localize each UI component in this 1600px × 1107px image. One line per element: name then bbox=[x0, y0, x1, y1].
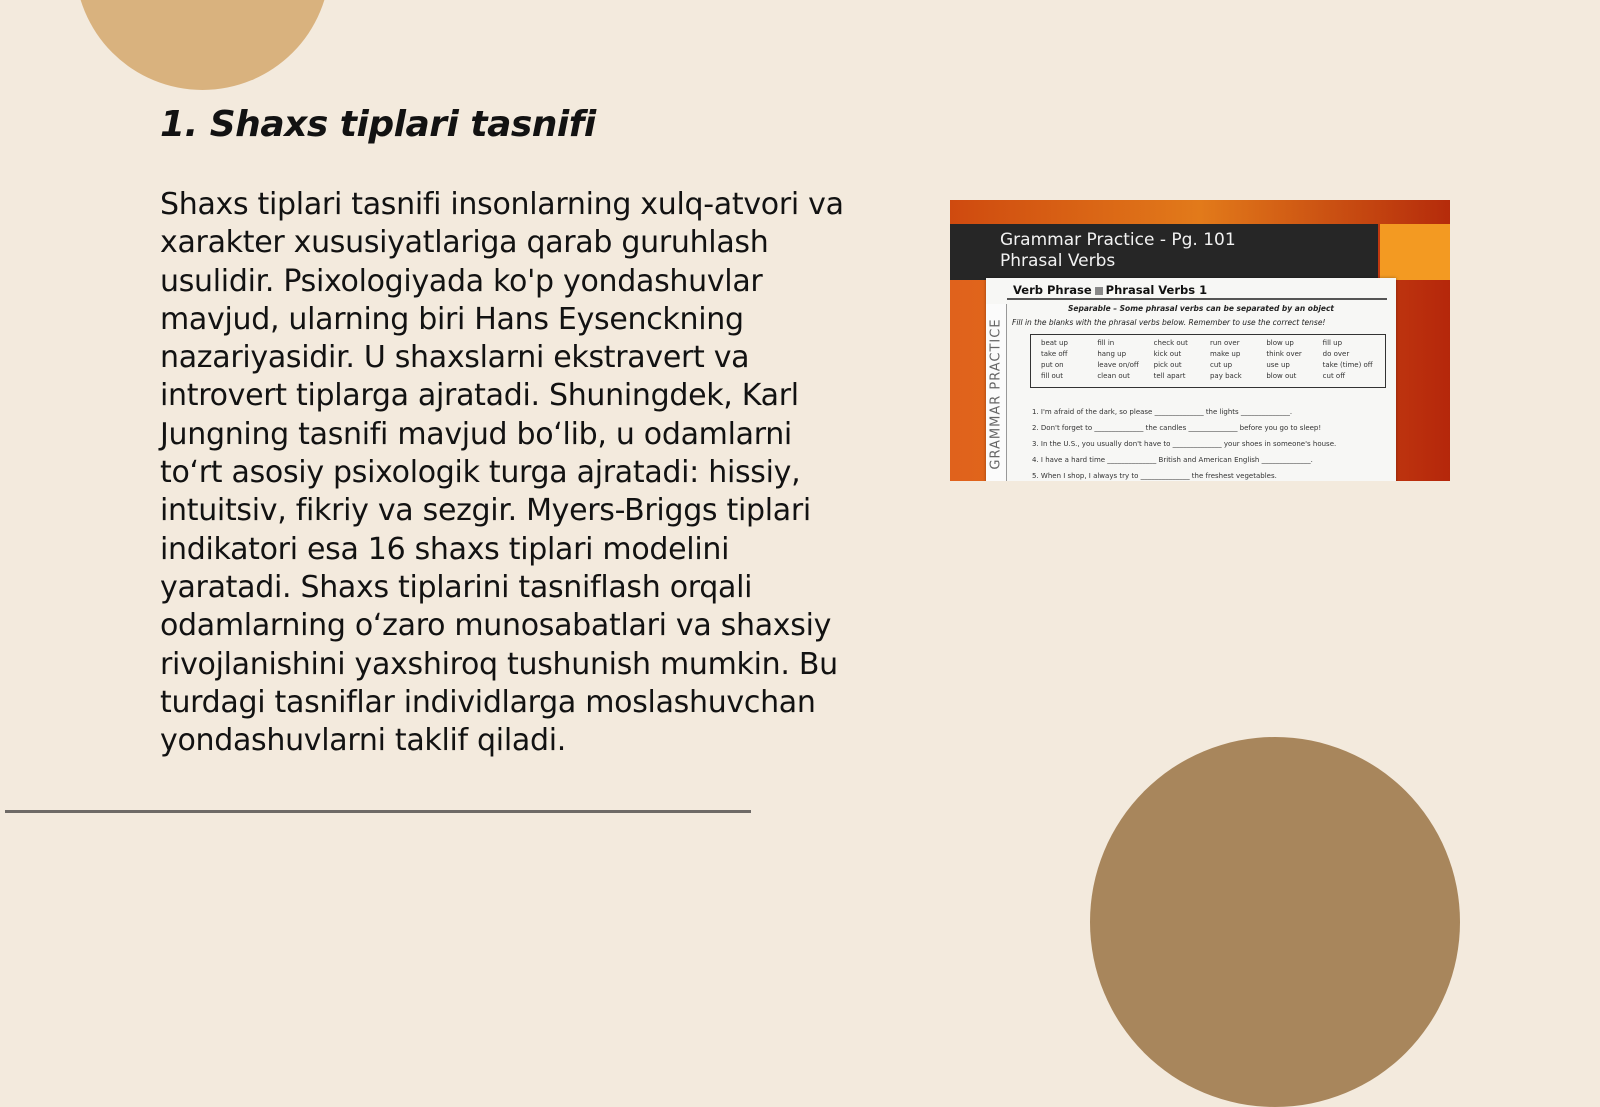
footer-divider bbox=[5, 810, 751, 813]
word-item: put on bbox=[1041, 361, 1064, 369]
square-icon bbox=[1095, 287, 1103, 295]
worksheet-instructions: Fill in the blanks with the phrasal verbs below. Remember to use the correct tense! bbox=[1012, 318, 1326, 327]
worksheet-sidebar bbox=[986, 304, 1007, 481]
word-item: fill out bbox=[1041, 372, 1063, 380]
word-item: fill in bbox=[1097, 339, 1115, 347]
worksheet-header-subtitle: Phrasal Verbs bbox=[1000, 251, 1116, 271]
worksheet-sentences bbox=[1032, 404, 1392, 481]
word-column bbox=[1210, 338, 1266, 385]
worksheet-sentence: 4. I have a hard time ______________ British and American English ______________. bbox=[1032, 456, 1313, 464]
worksheet-top-strip bbox=[950, 200, 1450, 224]
word-item: blow up bbox=[1266, 339, 1294, 347]
word-item: cut off bbox=[1322, 372, 1346, 380]
word-column bbox=[1154, 338, 1210, 385]
word-item: leave on/off bbox=[1097, 361, 1139, 369]
word-item: tell apart bbox=[1153, 372, 1186, 380]
word-item: run over bbox=[1209, 339, 1240, 347]
worksheet-title-right: Phrasal Verbs 1 bbox=[1105, 283, 1208, 297]
worksheet-sentence: 1. I'm afraid of the dark, so please ______________ the lights ______________. bbox=[1032, 408, 1293, 416]
slide-body-text: Shaxs tiplari tasnifi insonlarning xulq-atvori va xarakter xususiyatlariga qarab guruhlash usulidir. Psixologiyada ko'p yondashuvlar mavjud, ularning biri Hans Eysenckning nazariyasidir. U shaxslarni ekstravert va introvert tiplarga ajratadi. Shuningdek, Karl Jungning tasnifi mavjud bo‘lib, u odamlarni to‘rt asosiy psixologik turga ajratadi: hissiy, intuitsiv, fikriy va sezgir. Myers-Briggs tiplari indikatori esa 16 shaxs tiplari modelini yaratadi. Shaxs tiplarini tasniflash orqali odamlarning o‘zaro munosabatlari va shaxsiy rivojlanishini yaxshiroq tushunish mumkin. Bu turdagi tasniflar individlarga moslashuvchan yondashuvlarni taklif qiladi. bbox=[160, 187, 844, 759]
word-item: fill up bbox=[1322, 339, 1343, 347]
word-item: do over bbox=[1322, 350, 1350, 358]
word-item: think over bbox=[1266, 350, 1302, 358]
worksheet-header bbox=[950, 224, 1378, 280]
decorative-circle-top bbox=[75, 0, 330, 90]
word-item: blow out bbox=[1266, 372, 1297, 380]
word-column bbox=[1323, 338, 1379, 385]
slide-title: 1. Shaxs tiplari tasnifi bbox=[160, 104, 596, 145]
worksheet-title-left: Verb Phrase bbox=[1013, 283, 1092, 297]
word-item: pay back bbox=[1209, 372, 1242, 380]
word-column bbox=[1266, 338, 1322, 385]
worksheet-subtitle: Separable – Some phrasal verbs can be separated by an object bbox=[1067, 304, 1335, 313]
word-column bbox=[1097, 338, 1153, 385]
word-column bbox=[1041, 338, 1097, 385]
decorative-circle-bottom bbox=[1090, 737, 1460, 1107]
word-item: check out bbox=[1153, 339, 1188, 347]
worksheet-page bbox=[986, 278, 1396, 481]
worksheet-titlebar bbox=[1007, 280, 1387, 300]
word-item: kick out bbox=[1153, 350, 1182, 358]
word-item: pick out bbox=[1153, 361, 1182, 369]
word-item: cut up bbox=[1209, 361, 1233, 369]
worksheet-header-title: Grammar Practice - Pg. 101 bbox=[1000, 230, 1236, 250]
word-item: use up bbox=[1266, 361, 1290, 369]
word-item: beat up bbox=[1041, 339, 1068, 347]
word-item: make up bbox=[1209, 350, 1241, 358]
worksheet-image bbox=[950, 200, 1450, 481]
worksheet-sentence: 2. Don't forget to ______________ the candles ______________ before you go to sleep! bbox=[1032, 424, 1322, 432]
worksheet-word-box bbox=[1030, 334, 1386, 388]
word-item: clean out bbox=[1097, 372, 1130, 380]
worksheet-sentence: 3. In the U.S., you usually don't have to ______________ your shoes in someone's house. bbox=[1032, 440, 1337, 448]
worksheet-orange-block bbox=[1380, 224, 1450, 280]
word-item: take (time) off bbox=[1322, 361, 1373, 369]
worksheet-sentence: 5. When I shop, I always try to ______________ the freshest vegetables. bbox=[1032, 472, 1277, 480]
word-item: hang up bbox=[1097, 350, 1127, 358]
worksheet-sidebar-label: GRAMMAR PRACTICE bbox=[988, 318, 1004, 470]
word-item: take off bbox=[1041, 350, 1068, 358]
